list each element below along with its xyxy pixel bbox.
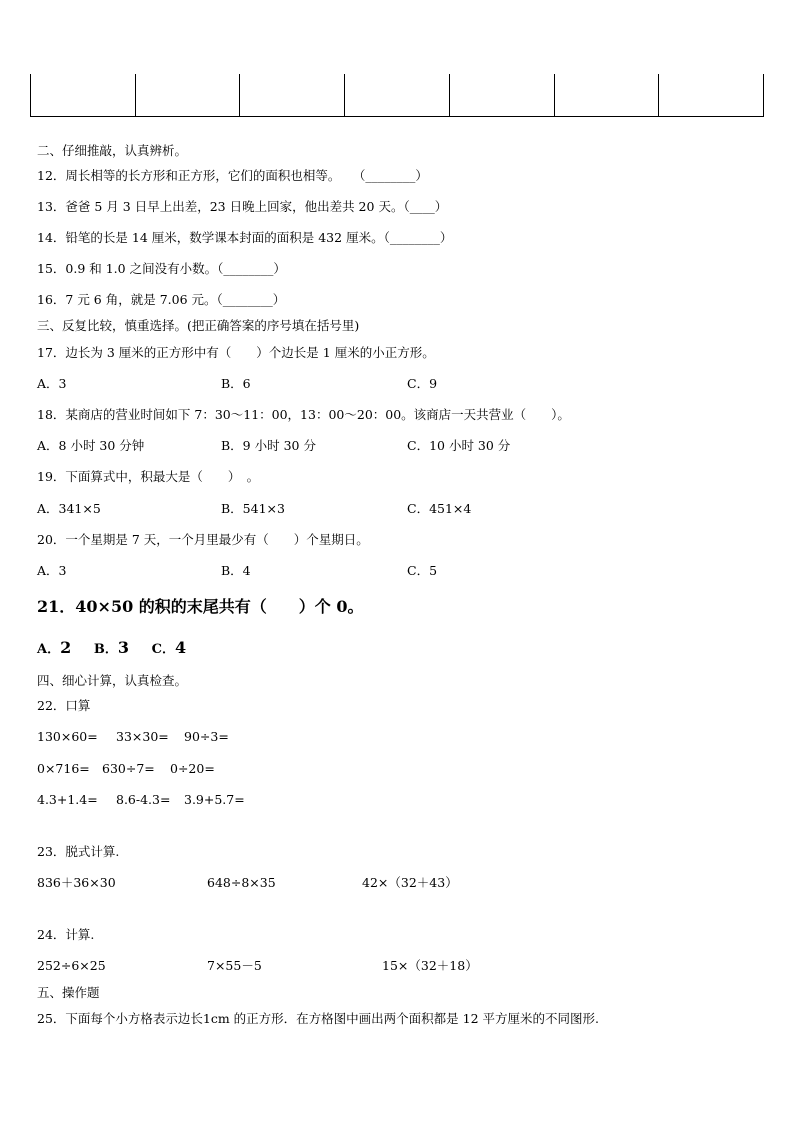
q22-row-2-item-1: 0×716= [37,761,90,776]
q22-row-3-item-3: 3.9+5.7= [184,792,245,807]
question-18: 18．某商店的营业时间如下 7：30～11：00，13：00～20：00。该商店一天共营业（ ）。 [37,407,570,422]
answer-cell[interactable] [240,74,345,117]
q20-option-c[interactable]: C．5 [407,563,438,578]
q24-item-3: 15×（32＋18） [382,958,478,973]
question-13: 13．爸爸 5 月 3 日早上出差，23 日晚上回家，他出差共 20 天。（____） [37,199,448,214]
question-23-title: 23．脱式计算. [37,844,120,859]
q17-option-b[interactable]: B．6 [221,376,251,391]
q19-option-a[interactable]: A．341×5 [37,501,101,516]
answer-cell[interactable] [554,74,659,117]
q21-option-b[interactable]: B．3 [93,638,130,657]
answer-cell[interactable] [345,74,450,117]
question-25: 25．下面每个小方格表示边长1cm 的正方形．在方格图中画出两个面积都是 12 平方厘米的不同图形. [37,1011,600,1026]
q22-row-2-item-3: 0÷20= [170,761,215,776]
section-5-header: 五、操作题 [37,985,100,1000]
q22-row-1-item-3: 90÷3= [184,729,229,744]
q22-row-2-item-2: 630÷7= [102,761,155,776]
q21-options [37,640,186,658]
question-16: 16．7 元 6 角，就是 7.06 元。（________） [37,292,286,307]
q20-option-a[interactable]: A．3 [37,563,67,578]
question-17: 17．边长为 3 厘米的正方形中有（ ）个边长是 1 厘米的小正方形。 [37,345,435,360]
q22-row-3-item-2: 8.6-4.3= [116,792,171,807]
q24-item-1: 252÷6×25 [37,958,106,973]
section-2-header: 二、仔细推敲，认真辨析。 [37,143,188,158]
q18-option-a[interactable]: A．8 小时 30 分钟 [37,438,145,453]
q18-option-c[interactable]: C．10 小时 30 分 [407,438,511,453]
q19-option-b[interactable]: B．541×3 [221,501,285,516]
answer-cell[interactable] [449,74,554,117]
q23-item-3: 42×（32＋43） [362,875,458,890]
question-21: 21．40×50 的积的末尾共有（ ）个 0。 [37,597,364,616]
q18-option-b[interactable]: B．9 小时 30 分 [221,438,316,453]
question-19: 19．下面算式中，积最大是（ ） 。 [37,469,260,484]
question-15: 15．0.9 和 1.0 之间没有小数。（________） [37,261,286,276]
answer-cell[interactable] [31,74,136,117]
q20-option-b[interactable]: B．4 [221,563,251,578]
section-3-header: 三、反复比较，慎重选择。(把正确答案的序号填在括号里) [37,318,360,333]
q24-item-2: 7×55－5 [207,958,262,973]
q23-item-2: 648÷8×35 [207,875,276,890]
answer-table [30,74,764,117]
question-12: 12．周长相等的长方形和正方形，它们的面积也相等。 （________） [37,168,428,183]
q22-row-1-item-1: 130×60= [37,729,98,744]
question-14: 14．铅笔的长是 14 厘米，数学课本封面的面积是 432 厘米。（________） [37,230,453,245]
q22-row-1-item-2: 33×30= [116,729,169,744]
answer-cell[interactable] [135,74,240,117]
q17-option-a[interactable]: A．3 [37,376,67,391]
question-22-title: 22．口算 [37,698,91,713]
q19-option-c[interactable]: C．451×4 [407,501,472,516]
q21-option-a[interactable]: A．2 [37,638,72,657]
q22-row-3-item-1: 4.3+1.4= [37,792,98,807]
q17-option-c[interactable]: C．9 [407,376,438,391]
question-24-title: 24．计算. [37,927,95,942]
section-4-header: 四、细心计算，认真检查。 [37,673,188,688]
q23-item-1: 836＋36×30 [37,875,116,890]
question-20: 20．一个星期是 7 天，一个月里最少有（ ）个星期日。 [37,532,369,547]
answer-cell[interactable] [659,74,764,117]
q21-option-c[interactable]: C．4 [151,638,187,657]
